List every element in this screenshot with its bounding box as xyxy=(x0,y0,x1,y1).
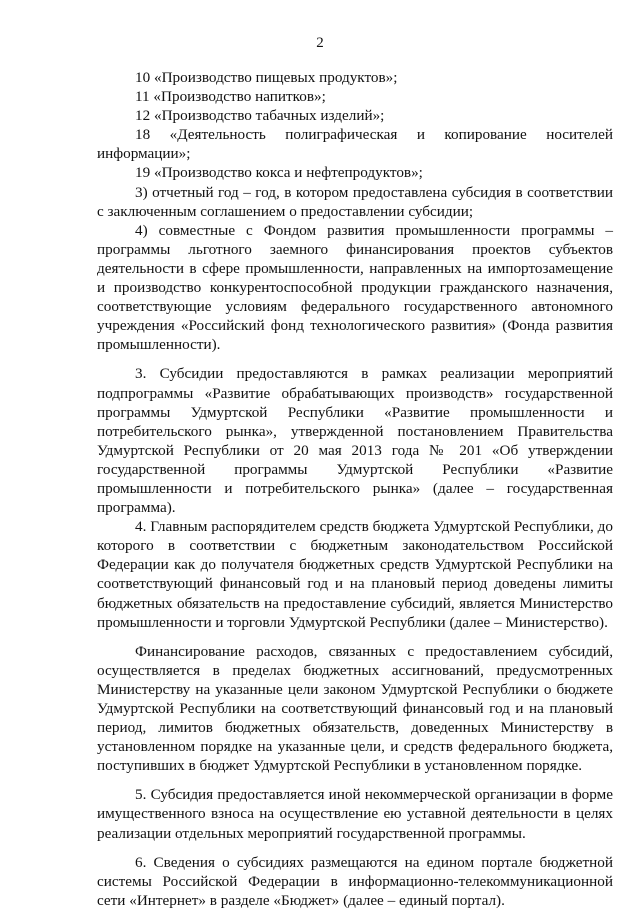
definition-reporting-year: 3) отчетный год – год, в котором предоставлена субсидия в соответствии с заключенным соглашением о предоставлении субсидии; xyxy=(97,183,613,220)
definition-joint-programs: 4) совместные с Фондом развития промышленности программы – программы льготного заемного финансирования проектов субъектов деятельности в сфере промышленности, направленных на импортозамещение и производство конкурентоспособной продукции гражданского назначения, соответствующие условиям федерального государственного автономного учреждения «Российский фонд технологического развития» (Фонда развития промышленности). xyxy=(97,221,613,354)
list-item-12: 12 «Производство табачных изделий»; xyxy=(135,107,385,125)
document-body xyxy=(97,68,613,910)
list-item-19: 19 «Производство кокса и нефтепродуктов»; xyxy=(135,164,423,182)
clause-5: 5. Субсидия предоставляется иной некоммерческой организации в форме имущественного взноса на осуществление ею уставной деятельности в целях реализации отдельных мероприятий государственной программы. xyxy=(97,786,613,842)
clause-6: 6. Сведения о субсидиях размещаются на едином портале бюджетной системы Российской Федерации в информационно-телекоммуникационной сети «Интернет» в разделе «Бюджет» (далее – единый портал). xyxy=(97,853,613,909)
list-item-10: 10 «Производство пищевых продуктов»; xyxy=(135,69,398,86)
clause-4: 4. Главным распорядителем средств бюджета Удмуртской Республики, до которого в соответствии с бюджетным законодательством Российской Федерации как до получателя бюджетных средств Удмуртской Республики на соответствующий финансовый год и на плановый период доведены лимиты бюджетных обязательств на предоставление субсидий, является Министерство промышленности и торговли Удмуртской Республики (далее – Министерство). xyxy=(97,518,613,631)
list-item-11: 11 «Производство напитков»; xyxy=(135,88,326,106)
financing-paragraph: Финансирование расходов, связанных с предоставлением субсидий, осуществляется в пределах бюджетных ассигнований, предусмотренных Министерству на указанные цели законом Удмуртской Республики о бюджете Удмуртской Республики на соответствующий финансовый год и на плановый период, лимитов бюджетных обязательств, доведенных Министерству в установленном порядке на указанные цели, и средств федерального бюджета, поступивших в бюджет Удмуртской Республики в установленном порядке. xyxy=(97,642,613,775)
list-item-18: 18 «Деятельность полиграфическая и копирование носителей информации»; xyxy=(97,126,613,163)
page-number: 2 xyxy=(316,35,324,51)
clause-3: 3. Субсидии предоставляются в рамках реализации мероприятий подпрограммы «Развитие обрабатывающих производств» государственной программы Удмуртской Республики «Развитие промышленности и потребительского рынка», утвержденной постановлением Правительства Удмуртской Республики от 20 мая 2013 года № 201 «Об утверждении государственной программы Удмуртской Республики «Развитие промышленности и потребительского рынка» (далее – государственная программа). xyxy=(97,365,613,517)
